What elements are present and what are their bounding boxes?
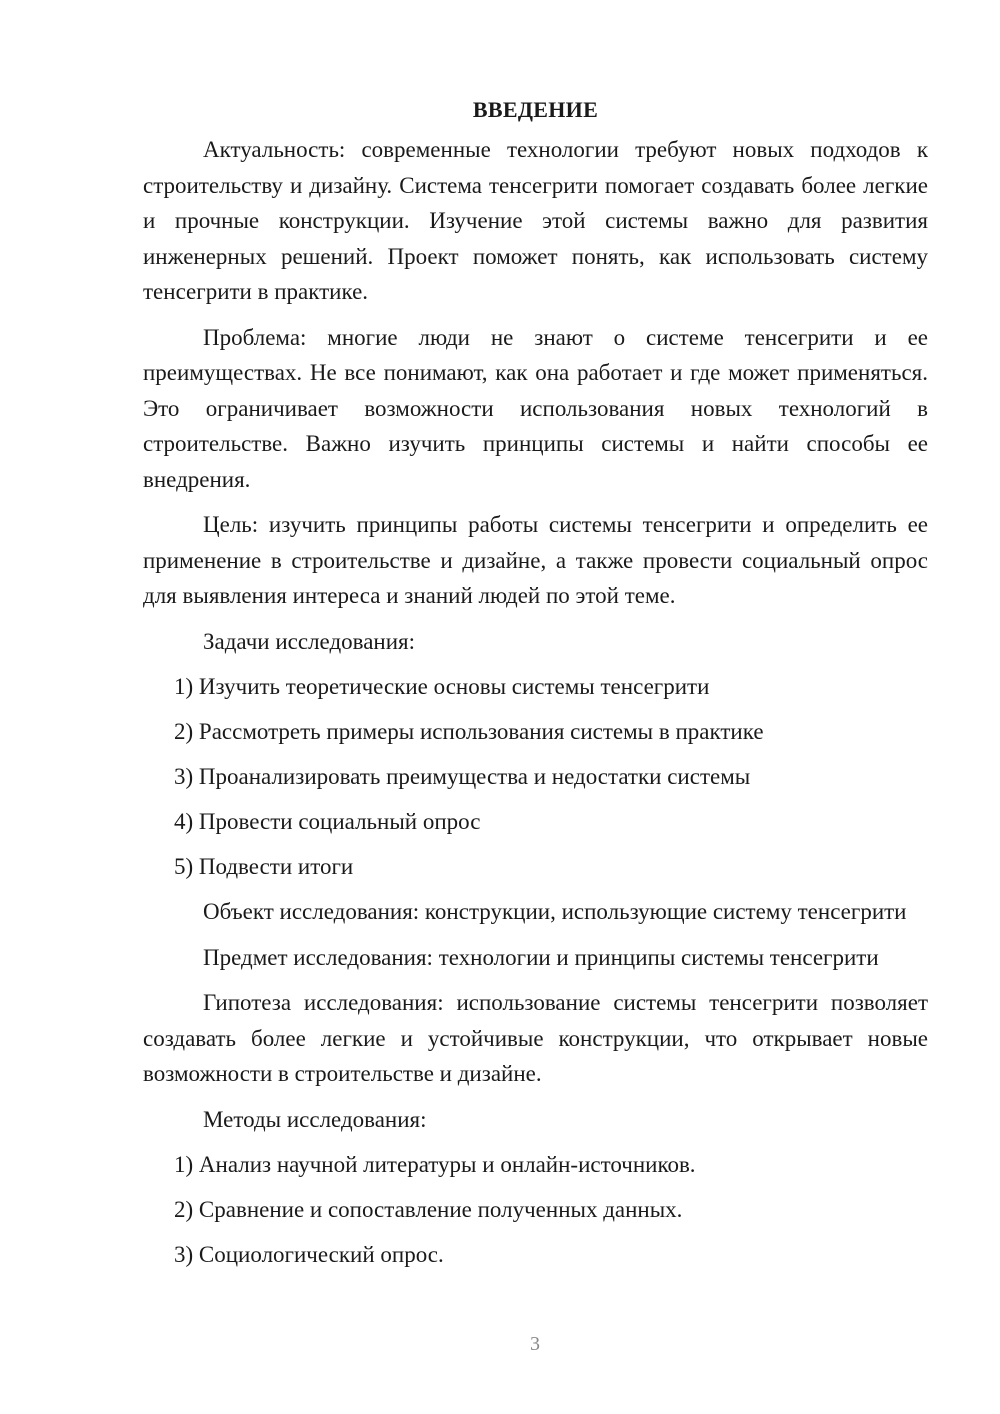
tasks-heading: Задачи исследования: [203, 628, 416, 654]
list-item: 3) Проанализировать преимущества и недостатки системы [174, 764, 751, 789]
relevance-paragraph: Актуальность: современные технологии требуют новых подходов к строительству и дизайну. Система тенсегрити помогает создавать более легкие и прочные конструкции. Изучение этой системы важно для развития инженерных решений. Проект поможет понять, как использовать систему тенсегрити в практике. [143, 137, 928, 304]
list-item: 1) Изучить теоретические основы системы тенсегрити [174, 674, 710, 699]
document-page [143, 92, 928, 1282]
goal-paragraph: Цель: изучить принципы работы системы тенсегрити и определить ее применение в строительстве и дизайне, а также провести социальный опрос для выявления интереса и знаний людей по этой теме. [143, 512, 928, 608]
problem-paragraph: Проблема: многие люди не знают о системе тенсегрити и ее преимуществах. Не все понимают, как она работает и где может применяться. Это ограничивает возможности использования новых технологий в строительстве. Важно изучить принципы системы и найти способы ее внедрения. [143, 324, 928, 492]
methods-heading: Методы исследования: [203, 1106, 427, 1132]
page-number: 3 [530, 1333, 540, 1355]
list-item: 1) Анализ научной литературы и онлайн-источников. [174, 1152, 696, 1177]
object-paragraph: Объект исследования: конструкции, использующие систему тенсегрити [203, 899, 907, 924]
section-title: ВВЕДЕНИЕ [472, 97, 599, 122]
subject-paragraph: Предмет исследования: технологии и принципы системы тенсегрити [203, 944, 879, 970]
list-item: 3) Социологический опрос. [174, 1242, 444, 1267]
list-item: 2) Рассмотреть примеры использования системы в практике [174, 719, 764, 744]
tasks-list [143, 669, 928, 884]
hypothesis-paragraph: Гипотеза исследования: использование системы тенсегрити позволяет создавать более легкие и устойчивые конструкции, что открывает новые возможности в строительстве и дизайне. [143, 990, 928, 1086]
list-item: 5) Подвести итоги [174, 854, 354, 879]
list-item: 2) Сравнение и сопоставление полученных данных. [174, 1197, 683, 1222]
methods-list [143, 1147, 928, 1272]
list-item: 4) Провести социальный опрос [174, 809, 481, 834]
